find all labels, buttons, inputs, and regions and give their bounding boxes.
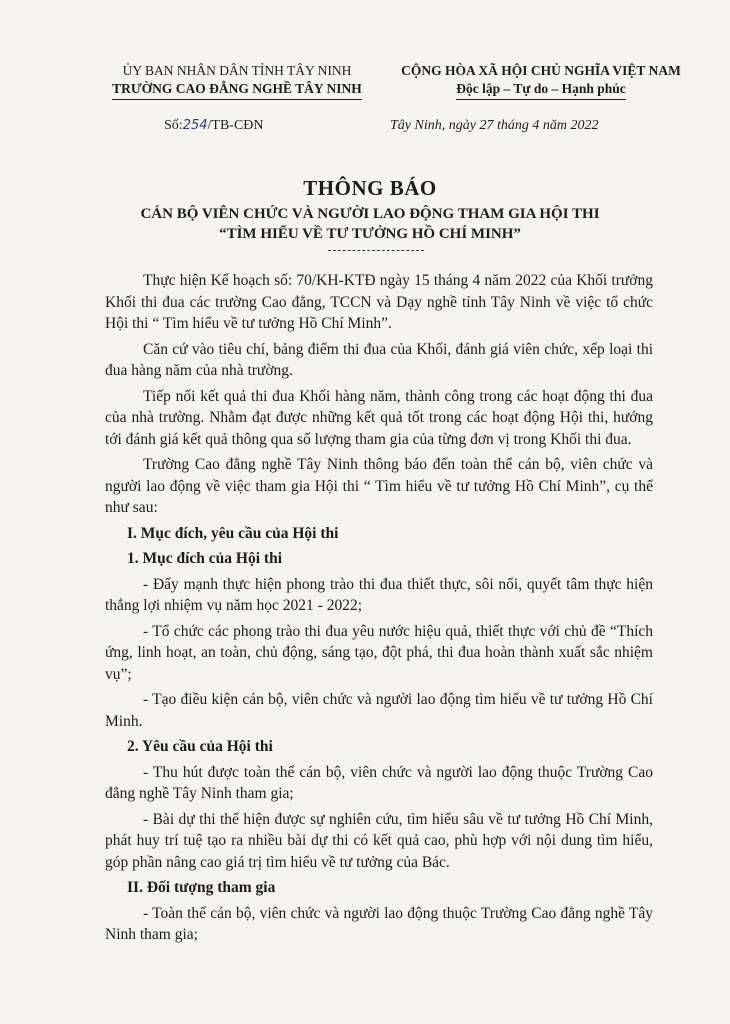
national-motto [388,62,694,100]
document-subtitle [90,204,650,244]
document-number [164,118,264,134]
section-heading-1: I. Mục đích, yêu cầu của Hội thi [127,524,339,542]
bullet-item: - Toàn thể cán bộ, viên chức và người lao động thuộc Trường Cao đẳng nghề Tây Ninh tham gia; [105,904,653,943]
doc-no-handwritten: 254 [182,118,208,133]
doc-no-prefix: Số: [164,118,183,133]
paragraph: Căn cứ vào tiêu chí, bảng điểm thi đua của Khối, đánh giá viên chức, xếp loại thi đua hàng năm của nhà trường. [105,340,653,379]
paragraph: Trường Cao đẳng nghề Tây Ninh thông báo đến toàn thể cán bộ, viên chức và người lao động về việc tham gia Hội thi “ Tìm hiểu về tư tưởng Hồ Chí Minh”, cụ thể như sau: [105,456,653,516]
document-title: THÔNG BÁO [303,176,437,200]
bullet-item: - Đẩy mạnh thực hiện phong trào thi đua thiết thực, sôi nổi, quyết tâm thực hiện thắng lợi nhiệm vụ năm học 2021 - 2022; [105,575,653,614]
paragraph: Thực hiện Kế hoạch số: 70/KH-KTĐ ngày 15 tháng 4 năm 2022 của Khối trưởng Khối thi đua các trường Cao đẳng, TCCN và Dạy nghề tỉnh Tây Ninh về việc tổ chức Hội thi “ Tìm hiểu về tư tưởng Hồ Chí Minh”. [105,272,653,332]
subtitle-line-2: “TÌM HIỂU VỀ TƯ TƯỞNG HỒ CHÍ MINH” [219,226,521,242]
subsection-heading-1-1: 1. Mục đích của Hội thi [127,550,283,567]
document-date: Tây Ninh, ngày 27 tháng 4 năm 2022 [390,118,599,133]
motto-line-2: Độc lập – Tự do – Hạnh phúc [456,80,626,100]
bullet-item: - Tạo điều kiện cán bộ, viên chức và người lao động tìm hiểu về tư tưởng Hồ Chí Minh. [105,691,653,730]
title-separator [328,250,424,251]
section-heading-2: II. Đối tượng tham gia [127,879,276,896]
subtitle-line-1: CÁN BỘ VIÊN CHỨC VÀ NGƯỜI LAO ĐỘNG THAM GIA HỘI THI [140,206,600,222]
document-body [105,270,653,950]
motto-line-1: CỘNG HÒA XÃ HỘI CHỦ NGHĨA VIỆT NAM [401,63,681,78]
bullet-item: - Thu hút được toàn thể cán bộ, viên chức và người lao động thuộc Trường Cao đẳng nghề Tây Ninh tham gia; [105,763,653,802]
paragraph: Tiếp nối kết quả thi đua Khối hàng năm, thành công trong các hoạt động thi đua của nhà trường. Nhằm đạt được những kết quả tốt trong các hoạt động Hội thi, hướng tới đánh giá kết quả thông qua số lượng tham gia của từng đơn vị trong Khối thi đua. [105,387,653,448]
bullet-item: - Bài dự thi thể hiện được sự nghiên cứu, tìm hiểu sâu về tư tưởng Hồ Chí Minh, phát huy trí tuệ tạo ra nhiều bài dự thi có kết quả cao, phù hợp với nội dung tìm hiểu, góp phần nâng cao giá trị tìm hiểu về tư tưởng của Bác. [105,810,653,871]
authority-line-1: ỦY BAN NHÂN DÂN TỈNH TÂY NINH [122,63,352,78]
issuing-authority [92,62,382,100]
bullet-item: - Tổ chức các phong trào thi đua yêu nước hiệu quả, thiết thực với chủ đề “Thích ứng, linh hoạt, an toàn, chủ động, sáng tạo, đột phá, thi đua hoàn thành xuất sắc nhiệm vụ”; [105,622,653,683]
authority-line-2: TRƯỜNG CAO ĐẲNG NGHỀ TÂY NINH [112,80,362,100]
doc-no-suffix: /TB-CĐN [207,118,264,133]
subsection-heading-1-2: 2. Yêu cầu của Hội thi [127,738,273,755]
